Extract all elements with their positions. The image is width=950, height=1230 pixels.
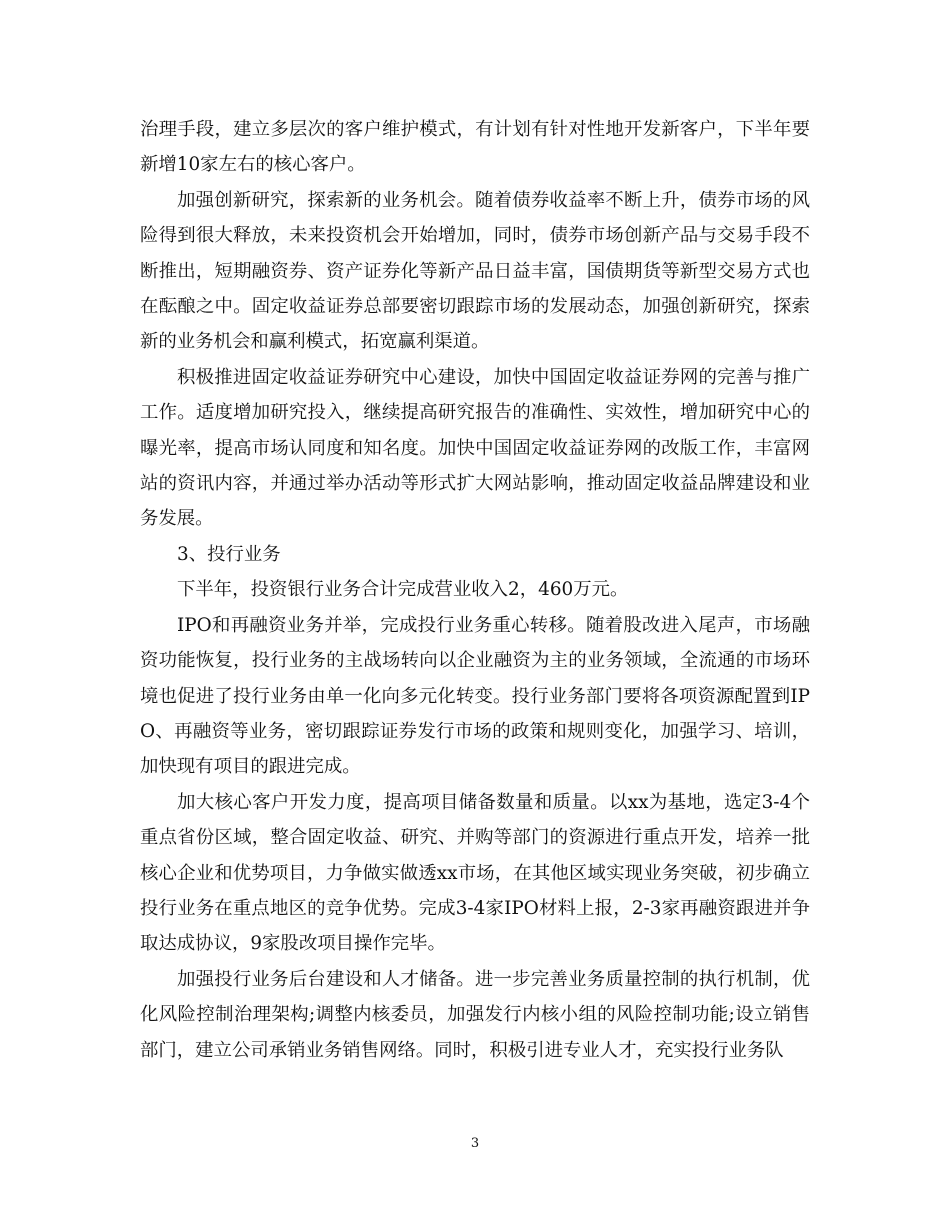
page-number: 3 <box>470 1136 480 1151</box>
paragraph-research-center: 积极推进固定收益证券研究中心建设，加快中国固定收益证券网的完善与推广工作。适度增加研究投入，继续提高研究报告的准确性、实效性，增加研究中心的曝光率，提高市场认同度和知名度。加快中国固定收益证券网的改版工作，丰富网站的资讯内容，并通过举办活动等形式扩大网站影响，推动固定收益品牌建设和业务发展。 <box>140 366 810 530</box>
paragraph-innovation-research: 加强创新研究，探索新的业务机会。随着债券收益率不断上升，债券市场的风险得到很大释放，未来投资机会开始增加，同时，债券市场创新产品与交易手段不断推出，短期融资券、资产证券化等新产品日益丰富，国债期货等新型交易方式也在酝酿之中。固定收益证券总部要密切跟踪市场的发展动态，加强创新研究，探索新的业务机会和赢利模式，拓宽赢利渠道。 <box>140 189 810 353</box>
section-heading-investment-banking: 3、投行业务 <box>177 543 281 565</box>
page-body <box>140 112 810 1068</box>
paragraph-core-clients: 加大核心客户开发力度，提高项目储备数量和质量。以xx为基地，选定3-4个重点省份区域，整合固定收益、研究、并购等部门的资源进行重点开发，培养一批核心企业和优势项目，力争做实做透xx市场，在其他区域实现业务突破，初步确立投行业务在重点地区的竞争优势。完成3-4家IPO材料上报，2-3家再融资跟进并争取达成协议，9家股改项目操作完毕。 <box>140 791 810 955</box>
paragraph-ipo-refinancing: IPO和再融资业务并举，完成投行业务重心转移。随着股改进入尾声，市场融资功能恢复，投行业务的主战场转向以企业融资为主的业务领域，全流通的市场环境也促进了投行业务由单一化向多元化转变。投行业务部门要将各项资源配置到IPO、再融资等业务，密切跟踪证券发行市场的政策和规则变化，加强学习、培训，加快现有项目的跟进完成。 <box>140 614 810 778</box>
paragraph-client-maintenance: 治理手段，建立多层次的客户维护模式，有计划有针对性地开发新客户，下半年要新增10家左右的核心客户。 <box>140 119 810 176</box>
paragraph-revenue: 下半年，投资银行业务合计完成营业收入2，460万元。 <box>177 579 629 601</box>
paragraph-backoffice-talent: 加强投行业务后台建设和人才储备。进一步完善业务质量控制的执行机制，优化风险控制治理架构;调整内核委员，加强发行内核小组的风险控制功能;设立销售部门，建立公司承销业务销售网络。同时，积极引进专业人才，充实投行业务队 <box>140 968 810 1061</box>
